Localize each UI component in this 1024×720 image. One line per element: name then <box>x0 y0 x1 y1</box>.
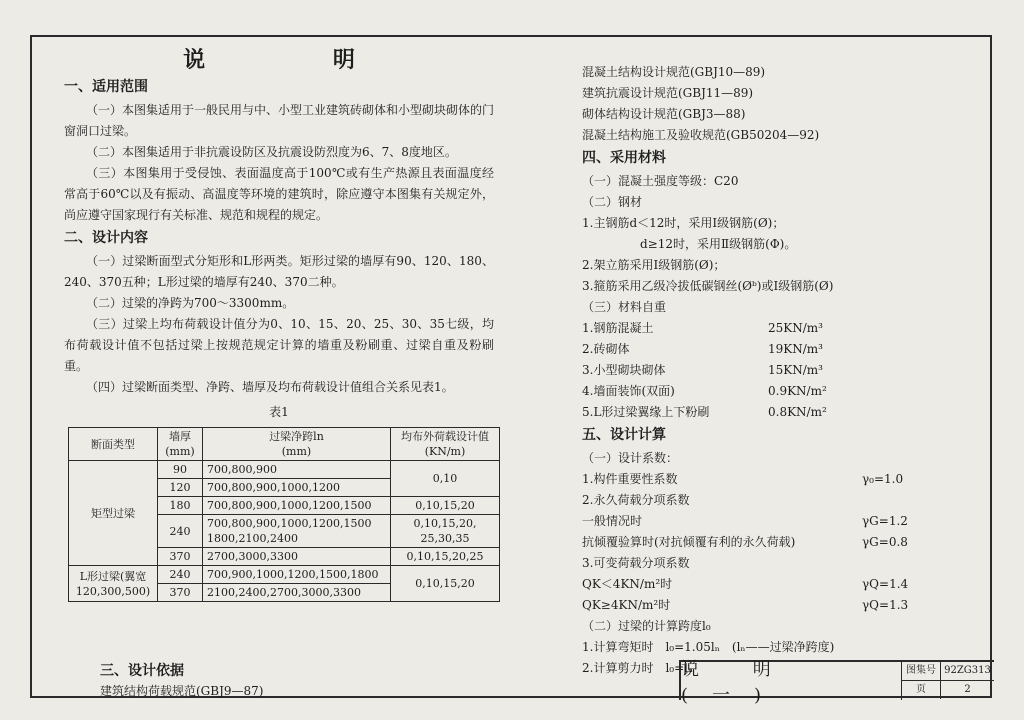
weight-label: 1.钢筋混凝土 <box>582 321 654 335</box>
coef-row <box>582 469 962 490</box>
section-2-heading: 二、设计内容 <box>64 230 148 246</box>
load-cell: 0,10,15,20,25 <box>391 548 500 566</box>
coef-value: γQ=1.4 <box>862 577 909 591</box>
weight-value: 0.8KN/m² <box>768 405 827 419</box>
section-4-heading: 四、采用材料 <box>582 150 666 166</box>
coef-label: 抗倾覆验算时(对抗倾覆有利的永久荷载) <box>582 535 796 549</box>
code-item: 混凝土结构施工及验收规范(GB50204—92) <box>582 128 820 142</box>
coef-row <box>582 532 962 553</box>
load-cell: 0,10,15,20, 25,30,35 <box>391 515 500 548</box>
header-cell: 均布外荷载设计值 (KN/m) <box>391 428 500 461</box>
header-cell: 墙厚 (mm) <box>158 428 203 461</box>
section-type-cell: 矩型过梁 <box>69 461 158 566</box>
coef-label: 1.构件重要性系数 <box>582 472 678 486</box>
weight-label: 3.小型砌块砌体 <box>582 363 666 377</box>
coef-row <box>582 490 962 511</box>
code-item: 建筑抗震设计规范(GBJ11—89) <box>582 86 754 100</box>
coef-value: γQ=1.3 <box>862 598 909 612</box>
s1-p3: （三）本图集用于受侵蚀、表面温度高于100℃或有生产热源且表面温度经常高于60℃以及有振动、高温度等环境的建筑时，除应遵守本图集有关规定外，尚应遵守国家现行有关标准、规范和规程的规定。 <box>64 166 494 222</box>
steel-item: 2.架立筋采用Ⅰ级钢筋(Ø)； <box>582 258 726 272</box>
wall-cell: 240 <box>158 566 203 584</box>
page-number: 2 <box>964 684 971 695</box>
weight-value: 25KN/m³ <box>768 321 823 335</box>
page-label: 页 <box>902 681 941 699</box>
code-item: 砌体结构设计规范(GBJ3—88) <box>582 107 746 121</box>
weight-row <box>582 360 962 381</box>
s2-p1: （一）过梁断面型式分矩形和L形两类。矩形过梁的墙厚有90、120、180、240、370五种；L形过梁的墙厚有240、370二种。 <box>64 254 494 289</box>
atlas-label: 图集号 <box>902 662 941 680</box>
weight-row <box>582 339 962 360</box>
wall-cell: 120 <box>158 479 203 497</box>
load-cell: 0,10,15,20 <box>391 497 500 515</box>
weight-row <box>582 402 962 423</box>
span-cell: 700,800,900,1000,1200,1500 1800,2100,2400 <box>203 515 391 548</box>
coef-label: 2.永久荷载分项系数 <box>582 493 690 507</box>
coef-label: 一般情况时 <box>582 514 643 528</box>
coef-label: QK≥4KN/m²时 <box>582 598 671 612</box>
load-cell: 0,10,15,20 <box>391 566 500 602</box>
combination-table <box>68 427 500 602</box>
title-block-title: 说 明 (一) <box>681 659 795 706</box>
wall-cell: 90 <box>158 461 203 479</box>
span-cell: 700,800,900,1000,1200,1500 <box>203 497 391 515</box>
right-column <box>582 62 962 679</box>
title-block <box>679 659 994 706</box>
weight-value: 0.9KN/m² <box>768 384 827 398</box>
steel-item: d≥12时，采用Ⅱ级钢筋(Φ)。 <box>640 237 797 251</box>
coef-value: γG=0.8 <box>862 535 908 549</box>
weights-heading: （三）材料自重 <box>582 300 667 314</box>
title-block-meta <box>901 662 994 700</box>
coef-label: QK＜4KN/m²时 <box>582 577 673 591</box>
wall-cell: 180 <box>158 497 203 515</box>
section-3-heading: 三、设计依据 <box>100 663 184 679</box>
table-caption: 表1 <box>269 405 289 419</box>
steel-item: 3.箍筋采用乙级冷拔低碳钢丝(Øᵇ)或Ⅰ级钢筋(Ø) <box>582 279 834 293</box>
coef-label: 3.可变荷载分项系数 <box>582 556 690 570</box>
code-item: 混凝土结构设计规范(GBJ10—89) <box>582 65 766 79</box>
code-item: 建筑结构荷载规范(GBJ9—87) <box>100 684 264 698</box>
s2-p2: （二）过梁的净跨为700～3300mm。 <box>86 296 295 310</box>
coef-row <box>582 574 962 595</box>
coef-row <box>582 553 962 574</box>
weight-label: 2.砖砌体 <box>582 342 630 356</box>
binding-strip <box>0 35 31 245</box>
weight-label: 4.墙面装饰(双面) <box>582 384 675 398</box>
span-cell: 700,900,1000,1200,1500,1800 <box>203 566 391 584</box>
header-cell: 过梁净跨ln (mm) <box>203 428 391 461</box>
section-type-cell: L形过梁(翼宽 120,300,500) <box>69 566 158 602</box>
steel-heading: （二）钢材 <box>582 195 643 209</box>
weight-value: 15KN/m³ <box>768 363 823 377</box>
span-item: 2.计算剪力时 l₀=lₙ <box>582 661 694 675</box>
s1-p2: （二）本图集适用于非抗震设防区及抗震设防烈度为6、7、8度地区。 <box>86 145 457 159</box>
wall-cell: 240 <box>158 515 203 548</box>
coef-heading: （一）设计系数： <box>582 451 679 465</box>
span-cell: 2100,2400,2700,3000,3300 <box>203 584 391 602</box>
concrete-grade: （一）混凝土强度等级：C20 <box>582 174 739 188</box>
span-heading: （二）过梁的计算跨度l₀ <box>582 619 711 633</box>
span-cell: 700,800,900,1000,1200 <box>203 479 391 497</box>
table-row <box>69 461 500 479</box>
coef-value: γG=1.2 <box>862 514 908 528</box>
atlas-number: 92ZG313 <box>944 665 991 676</box>
header-cell: 断面类型 <box>69 428 158 461</box>
span-cell: 700,800,900 <box>203 461 391 479</box>
s2-p3: （三）过梁上均布荷载设计值分为0、10、15、20、25、30、35七级，均布荷载设计值不包括过梁上按规范规定计算的墙重及粉刷重、过梁自重及粉刷重。 <box>64 317 494 373</box>
weight-value: 19KN/m³ <box>768 342 823 356</box>
coef-value: γ₀=1.0 <box>862 472 904 486</box>
left-column <box>64 47 495 425</box>
wall-cell: 370 <box>158 548 203 566</box>
coef-row <box>582 595 962 616</box>
section-5-heading: 五、设计计算 <box>582 427 666 443</box>
span-item: 1.计算弯矩时 l₀=1.05lₙ (lₙ——过梁净跨度) <box>582 640 835 654</box>
wall-cell: 370 <box>158 584 203 602</box>
coef-row <box>582 511 962 532</box>
page-title: 说 明 <box>183 47 415 73</box>
s2-p4: （四）过梁断面类型、净跨、墙厚及均布荷载设计值组合关系见表1。 <box>86 380 454 394</box>
weight-row <box>582 318 962 339</box>
load-cell: 0,10 <box>391 461 500 497</box>
s1-p1: （一）本图集适用于一般民用与中、小型工业建筑砖砌体和小型砌块砌体的门窗洞口过梁。 <box>64 103 495 138</box>
section-3 <box>100 660 263 700</box>
span-cell: 2700,3000,3300 <box>203 548 391 566</box>
table-row <box>69 566 500 584</box>
section-1-heading: 一、适用范围 <box>64 79 148 95</box>
weight-row <box>582 381 962 402</box>
weight-label: 5.L形过梁翼缘上下粉刷 <box>582 405 710 419</box>
steel-item: 1.主钢筋d＜12时，采用Ⅰ级钢筋(Ø)； <box>582 216 785 230</box>
